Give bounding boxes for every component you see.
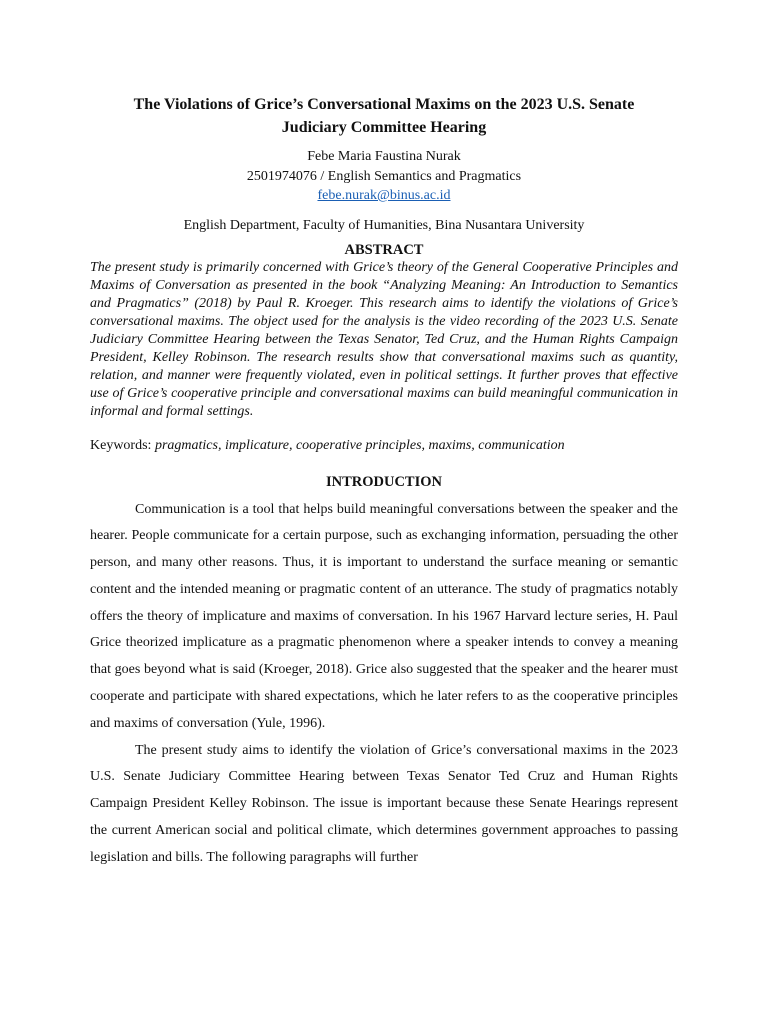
author-email-link[interactable]: febe.nurak@binus.ac.id xyxy=(317,188,451,203)
author-block xyxy=(90,147,678,206)
paper-title xyxy=(90,93,678,139)
keywords-label: Keywords: xyxy=(90,437,152,453)
body-paragraph-2: The present study aims to identify the violation of Grice’s conversational maxims in the 2023 U.S. Senate Judiciary Committee Hearing between Texas Senator Ted Cruz and Human Rights Campaign President Kelley Robinson. The issue is important because these Senate Hearings represent the current American social and political climate, which determines government approaches to passing legislation and bills. The following paragraphs will further xyxy=(90,742,678,865)
paper-title-line-1: The Violations of Grice’s Conversational Maxims on the 2023 U.S. Senate xyxy=(133,96,635,113)
paper-title-line-2: Judiciary Committee Hearing xyxy=(281,119,487,136)
author-name: Febe Maria Faustina Nurak xyxy=(307,149,461,164)
affiliation: English Department, Faculty of Humanities, Bina Nusantara University xyxy=(183,217,585,233)
paper-page xyxy=(90,93,678,872)
abstract-heading: ABSTRACT xyxy=(344,241,424,258)
body-paragraph-1: Communication is a tool that helps build meaningful conversations between the speaker and the hearer. People communicate for a certain purpose, such as exchanging information, persuading the other person, and many other reasons. Thus, it is important to understand the surface meaning or semantic content and the intended meaning or pragmatic content of an utterance. The study of pragmatics notably offers the theory of implicature and maxims of conversation. In his 1967 Harvard lecture series, H. Paul Grice theorized implicature as a pragmatic phenomenon where a speaker intends to convey a meaning that goes beyond what is said (Kroeger, 2018). Grice also suggested that the speaker and the hearer must cooperate and participate with shared expectations, which he later refers to as the cooperative principles and maxims of conversation (Yule, 1996). xyxy=(90,501,678,731)
keywords xyxy=(90,437,678,455)
abstract-text: The present study is primarily concerned with Grice’s theory of the General Cooperative Principles and Maxims of Conversation as presented in the book “Analyzing Meaning: An Introduction to Semantics and Pragmatics” (2018) by Paul R. Kroeger. This research aims to identify the violations of Grice’s conversational maxims. The object used for the analysis is the video recording of the 2023 U.S. Senate Judiciary Committee Hearing between the Texas Senator, Ted Cruz, and the Human Rights Campaign President, Kelley Robinson. The research results show that conversational maxims such as quantity, relation, and manner were frequently violated, even in political settings. It further proves that effective use of Grice’s cooperative principle and conversational maxims can build meaningful communication in informal and formal settings. xyxy=(90,259,678,419)
introduction-heading: INTRODUCTION xyxy=(325,473,442,490)
keywords-terms: pragmatics, implicature, cooperative principles, maxims, communication xyxy=(154,437,565,453)
student-course-line: 2501974076 / English Semantics and Pragmatics xyxy=(246,168,522,184)
